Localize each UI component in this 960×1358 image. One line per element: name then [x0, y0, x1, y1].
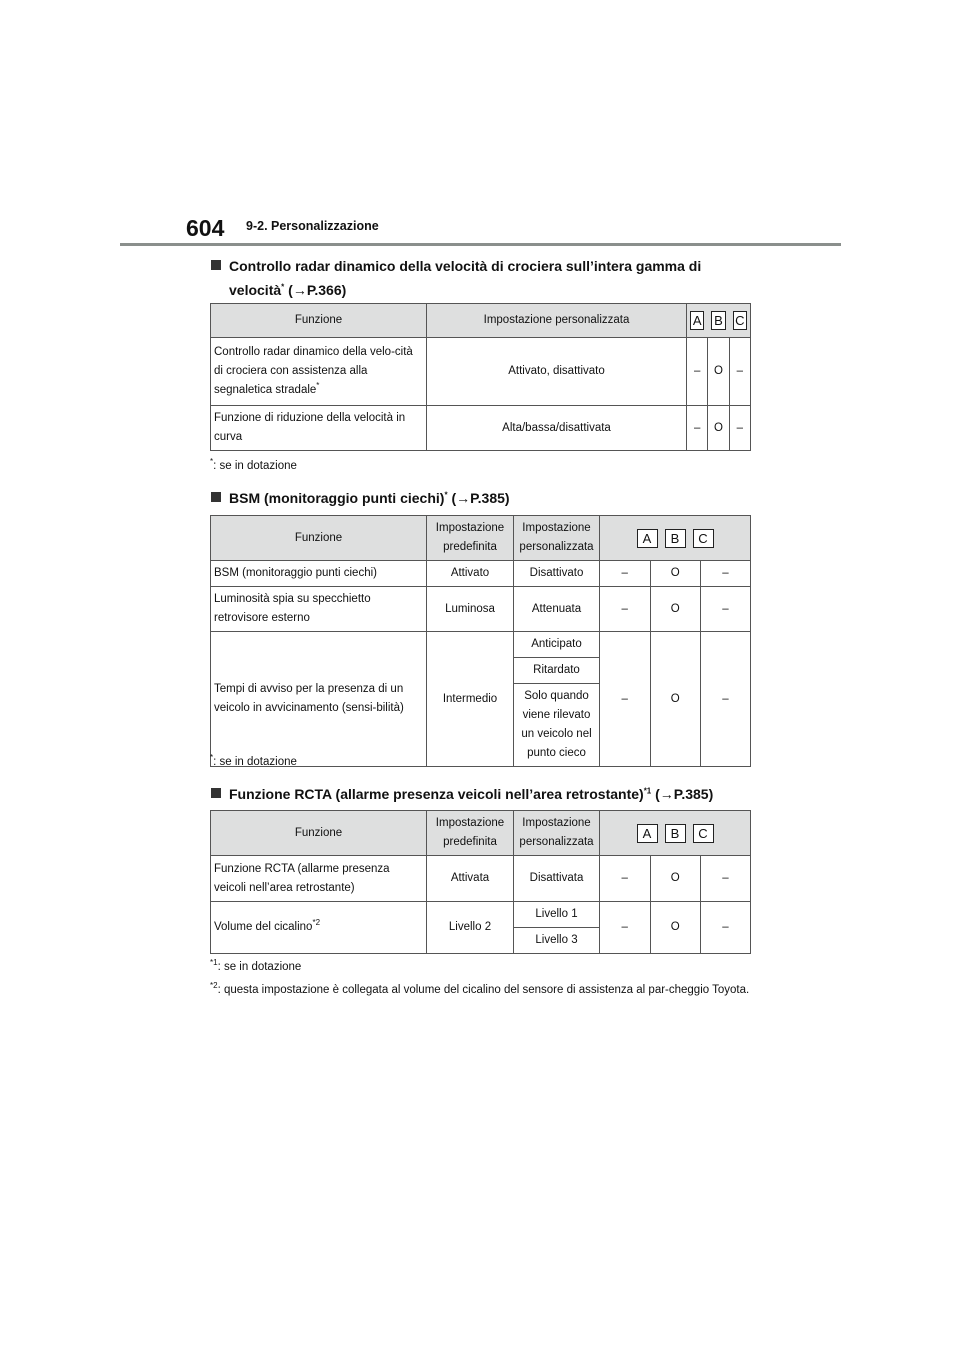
heading-rcta-sup: *1: [643, 786, 652, 796]
cell-funzione: Tempi di avviso per la presenza di un veicolo in avvicinamento (sensi-bilità): [211, 632, 427, 767]
cell-b: O: [708, 406, 729, 451]
col-abc: [600, 516, 751, 561]
label-a-icon: A: [690, 311, 704, 330]
heading-bsm-text: BSM (monitoraggio punti ciechi): [229, 490, 445, 506]
footnote-mark: *: [210, 457, 214, 467]
cell-predefinita: Luminosa: [427, 587, 514, 632]
square-bullet-icon: [211, 788, 221, 798]
heading-acc-line1: Controllo radar dinamico della velocità di crociera sull’intera gamma di: [229, 258, 702, 274]
cell-predefinita: Livello 2: [427, 902, 514, 954]
cell-funzione: Funzione RCTA (allarme presenza veicoli nell’area retrostante): [211, 856, 427, 902]
heading-bsm: [211, 486, 510, 510]
cell-a: –: [600, 561, 651, 587]
col-personalizzata: Impostazione personalizzata: [514, 516, 600, 561]
table-row: [211, 406, 751, 451]
label-c-icon: C: [693, 824, 714, 843]
cell-a: –: [600, 632, 651, 767]
cell-c: –: [729, 338, 750, 406]
footnote-bsm: [210, 752, 297, 773]
label-c-icon: C: [733, 311, 747, 330]
cell-funzione-sup: *: [316, 381, 320, 391]
cell-funzione-text: Volume del cicalino: [214, 921, 313, 933]
heading-acc-line2: velocità: [229, 282, 282, 298]
cell-b: O: [650, 632, 701, 767]
label-a-icon: A: [637, 529, 658, 548]
footnote-text: : se in dotazione: [217, 961, 302, 973]
col-abc: [687, 304, 751, 338]
cell-personalizzata-option: Livello 3: [514, 928, 600, 954]
heading-bsm-ref: (→P.385): [447, 490, 510, 506]
table-rcta: [210, 810, 751, 954]
header-rule: [120, 243, 841, 246]
cell-c: –: [701, 856, 751, 902]
cell-a: –: [687, 338, 708, 406]
col-predefinita: Impostazione predefinita: [427, 516, 514, 561]
cell-c: –: [729, 406, 750, 451]
footnote-text: : se in dotazione: [213, 756, 297, 768]
square-bullet-icon: [211, 260, 221, 270]
cell-personalizzata: Attivato, disattivato: [427, 338, 687, 406]
cell-funzione: [211, 902, 427, 954]
footnote-mark: *: [210, 753, 214, 763]
table-row: [211, 856, 751, 902]
table-row: [211, 587, 751, 632]
cell-c: –: [701, 902, 751, 954]
table-rcta-header: [211, 811, 751, 856]
col-personalizzata: Impostazione personalizzata: [514, 811, 600, 856]
cell-a: –: [600, 856, 651, 902]
label-b-icon: B: [665, 824, 686, 843]
section-title: 9-2. Personalizzazione: [246, 219, 379, 233]
cell-funzione-text: Controllo radar dinamico della velo-cità di crociera con assistenza alla segnaletica stradale: [214, 346, 413, 396]
cell-predefinita: Attivata: [427, 856, 514, 902]
cell-a: –: [600, 587, 651, 632]
col-funzione: Funzione: [211, 811, 427, 856]
footnote-rcta-1: [210, 957, 301, 978]
cell-personalizzata-option: Solo quando viene rilevato un veicolo nel punto cieco: [514, 684, 600, 767]
cell-predefinita: Intermedio: [427, 632, 514, 767]
table-acc: [210, 303, 751, 451]
heading-acc-sup: *: [281, 282, 285, 292]
cell-b: O: [650, 856, 701, 902]
table-row: [211, 902, 751, 928]
col-funzione: Funzione: [211, 304, 427, 338]
footnote-text: : se in dotazione: [213, 460, 297, 472]
table-row: [211, 632, 751, 658]
cell-personalizzata: Alta/bassa/disattivata: [427, 406, 687, 451]
cell-personalizzata: Disattivata: [514, 856, 600, 902]
col-funzione: Funzione: [211, 516, 427, 561]
col-abc: [600, 811, 751, 856]
footnote-mark: *1: [210, 958, 218, 968]
cell-predefinita: Attivato: [427, 561, 514, 587]
heading-acc: [211, 254, 701, 302]
heading-rcta: [211, 782, 713, 806]
heading-rcta-ref: (→P.385): [651, 786, 714, 802]
heading-acc-ref: (→P.366): [284, 282, 347, 298]
cell-a: –: [687, 406, 708, 451]
cell-b: O: [708, 338, 729, 406]
table-row: [211, 561, 751, 587]
cell-personalizzata-option: Livello 1: [514, 902, 600, 928]
page-number: 604: [186, 215, 225, 241]
heading-rcta-text: Funzione RCTA (allarme presenza veicoli nell’area retrostante): [229, 786, 644, 802]
cell-funzione: Luminosità spia su specchietto retrovisore esterno: [211, 587, 427, 632]
col-predefinita: Impostazione predefinita: [427, 811, 514, 856]
footnote-text: : questa impostazione è collegata al volume del cicalino del sensore di assistenza al par-cheggio Toyota.: [217, 984, 750, 996]
cell-c: –: [701, 561, 751, 587]
col-personalizzata: Impostazione personalizzata: [427, 304, 687, 338]
footnote-rcta-2: [210, 980, 758, 1001]
cell-funzione: [211, 338, 427, 406]
cell-funzione: Funzione di riduzione della velocità in curva: [211, 406, 427, 451]
heading-bsm-sup: *: [444, 490, 448, 500]
cell-personalizzata: Attenuata: [514, 587, 600, 632]
footnote-mark: *2: [210, 981, 218, 991]
square-bullet-icon: [211, 492, 221, 502]
cell-b: O: [650, 561, 701, 587]
table-row: [211, 338, 751, 406]
cell-c: –: [701, 587, 751, 632]
cell-c: –: [701, 632, 751, 767]
cell-a: –: [600, 902, 651, 954]
label-c-icon: C: [693, 529, 714, 548]
table-acc-header: [211, 304, 751, 338]
cell-funzione-sup: *2: [312, 918, 321, 928]
label-a-icon: A: [637, 824, 658, 843]
cell-funzione: BSM (monitoraggio punti ciechi): [211, 561, 427, 587]
label-b-icon: B: [665, 529, 686, 548]
cell-personalizzata-option: Ritardato: [514, 658, 600, 684]
cell-personalizzata-option: Anticipato: [514, 632, 600, 658]
label-b-icon: B: [711, 311, 725, 330]
table-bsm: [210, 515, 751, 767]
cell-b: O: [650, 902, 701, 954]
footnote-acc: [210, 456, 297, 477]
cell-personalizzata: Disattivato: [514, 561, 600, 587]
cell-b: O: [650, 587, 701, 632]
table-bsm-header: [211, 516, 751, 561]
